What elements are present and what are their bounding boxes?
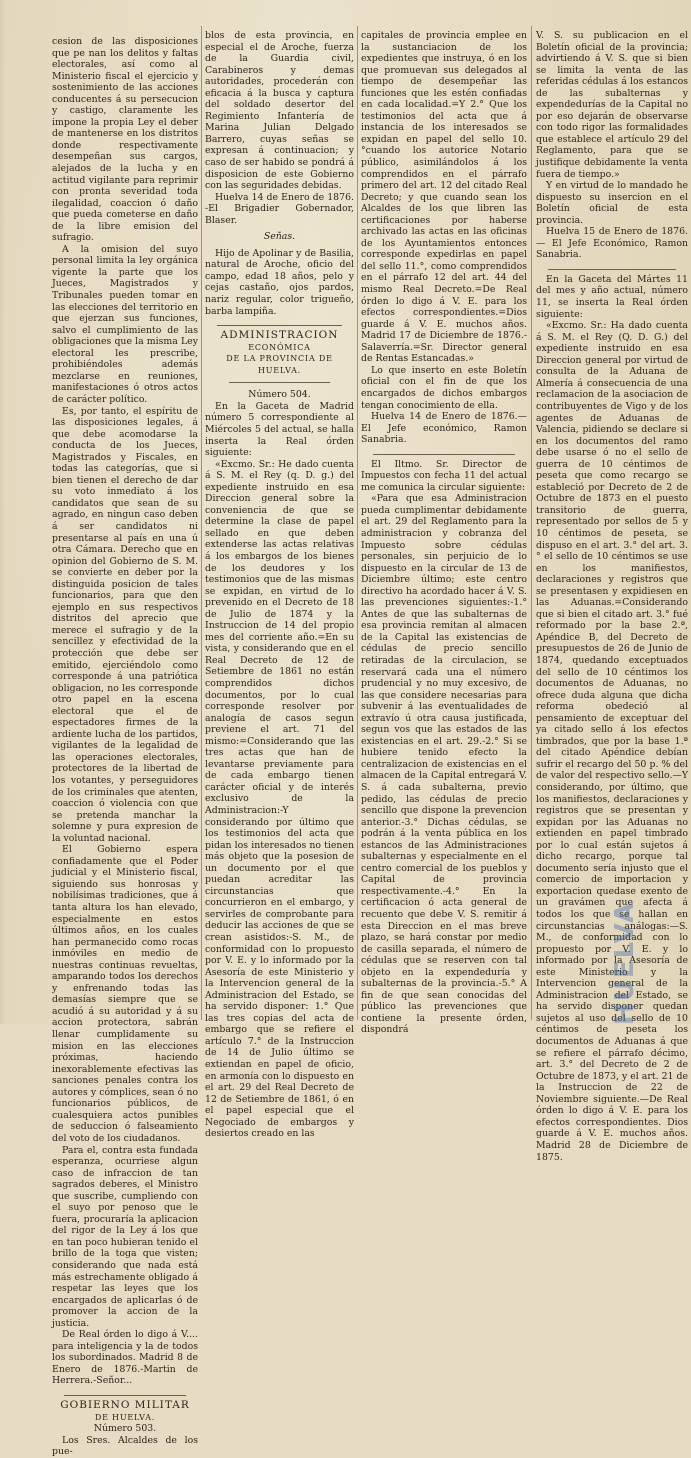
paragraph: En la Gaceta del Mártes 11 del mes y año actual, número 11, se inserta la Real órden siguiente: (536, 273, 688, 320)
paragraph: A la omision del suyo personal limita la ley orgánica vigente la parte que los Jueces, Magistrados y Tribunales pueden tomar en las elecciones del territorio en que ejerzan sus funciones, salvo el cumplimiento de las obligaciones que la misma Ley electoral les prescribe, prohibiéndoles además mezclarse en reuniones, manifestaciones ó otros actos de carácter político. (52, 243, 198, 405)
column-rule (531, 26, 532, 1020)
paragraph: En la Gaceta de Madrid número 5 correspondiente al Miércoles 5 del actual, se halla inserta la Real órden siguiente: (205, 400, 354, 459)
paragraph: El Iltmo. Sr. Director de Impuestos con fecha 11 del actual me comunica la circular siguiente: (361, 458, 527, 493)
notice-number: Número 504. (248, 389, 311, 401)
section-heading-gobierno-militar: GOBIERNO MILITAR (60, 1398, 190, 1411)
paragraph: El Gobierno espera confiadamente que el Poder judicial y el Ministerio fiscal, siguiendo sus honrosas y nobilísimas tradiciones, que á tanta altura los han elevado, especialmente en estos últimos años, en los cuales han permanecido como rocas inmóviles en medio de nuestras continuas revueltas, amparando todos los derechos y enfrenando todas las demasías siempre que se acudió á su autoridad y á su accion protectora, sabrán llenar cumplidamente su mision en las elecciones próximas, haciendo inexorablemente efectivas las sanciones penales contra los autores y cómplices, sean ó no funcionarios públicos, de cualesquiera actos punibles de seduccion ó falseamiento del voto de los ciudadanos. (52, 844, 198, 1144)
section-heading-administracion: ADMINISTRACION (220, 329, 339, 342)
section-divider (217, 325, 342, 326)
paragraph: De Real órden lo digo á V.... para inteligencia y la de todos los subordinados. Madrid 8 de Enero de 1876.-Martin de Herrera.-Señor... (52, 1329, 198, 1387)
column-rule (357, 26, 358, 1020)
dateline-signature: Huelva 14 de Enero de 1876.— El Jefe económico, Ramon Sanabria. (361, 411, 527, 446)
paragraph: «Excmo. Sr.: He dado cuenta á S. M. el Rey (q. D. g.) del expediente instruido en esa Direccion general sobre la conveniencia de que se determine la clase de papel sellado en que deben extenderse las actas relativas á los embargos de los bienes de los deudores y los testimonios que de las mismas se expidan, en virtud de lo prevenido en el Decreto de 18 de Julio de 1874 y la Instruccion de 14 del propio mes del corriente año.=En su vista, y considerando que en el Real Decreto de 12 de Setiembre de 1861 no están comprendidos dichos documentos, por lo cual corresponde resolver por analogía de casos segun previene el art. 71 del mismo:=Considerando que las tres actas que han de levantarse previamente para de cada embargo tienen carácter oficial y de interés exclusivo de la Administracion:-Y considerando por último que los testimonios del acta que pidan los interesados no tienen más objeto que la posesion de un documento por el que puedan acreditar las circunstancias que concurrieron en el embargo, y servirles de comprobante para deducir las acciones de que se crean asistidos:-S. M., de conformidad con lo propuesto por V. E. y lo informado por la Asesoría de este Ministerio y la Intervencion general de la Administracion del Estado, se ha servido disponer: 1.° Que las tres copias del acta de embargo que se refiere el artículo 7.° de la Instruccion de 14 de Julio último se extiendan en papel de oficio, en armonía con lo dispuesto en el art. 29 del Real Decreto de 12 de Setiembre de 1861, ó en el papel especial que el Negociado de embargos y desiertos creado en las (205, 458, 354, 1140)
section-divider (64, 1395, 186, 1396)
paragraph: cesion de las disposiciones que pe nan los delitos y faltas electorales, así como al Ministerio fiscal el ejercicio y sostenimiento de las acciones conducentes á su persecucion y castigo, claramente les impone la propia Ley el deber de mantenerse en los distritos donde respectivamente desempeñan sus cargos, alejados de la lucha y en actitud vigilante para reprimir con pronta severidad toda ilegalidad, coaccion ó daño que pueda cometerse en daño de la libre emision del sufragio. (52, 36, 198, 244)
section-subheading: DE LA PROVINCIA DE HUELVA. (226, 354, 333, 375)
column-rule (201, 26, 202, 1020)
dateline-signature: Huelva 14 de Enero de 1876. -El Brigadier Gobernador, Blaser. (205, 191, 354, 226)
column-2 (205, 30, 354, 1140)
paragraph: Para el, contra esta fundada esperanza, ocurriese algun caso de infraccion de tan sagrados deberes, el Ministro que suscribe, cumpliendo con el suyo por penoso que le fuera, procuraría la aplicacion del rigor de la Ley á los que en tan poco hubieran tenido el brillo de la toga que visten; considerando que nada está más estrechamente obligado á respetar las leyes que los encargados de aplicarlas ó de promover la accion de la justicia. (52, 1144, 198, 1329)
paragraph: Lo que inserto en este Boletín oficial con el fin de que los encargados de dichos embargos tengan conocimiento de ella. (361, 364, 527, 411)
paragraph: blos de esta provincia, en especial el de Aroche, fuerza de la Guardia civil, Carabineros y demas autoridades, procederán con eficacia á la busca y captura del soldado desertor del Regimiento Infantería de Marina Julian Delgado Barrero, cuyas señas se expresan á continuacion; y caso de ser habido se pondrá á disposicion de este Gobierno con las seguridades debidas. (205, 30, 354, 192)
paragraph: Los Sres. Alcaldes de los pue- (52, 1434, 198, 1458)
paragraph: «Para que esa Administracion pueda cumplimentar debidamente el art. 29 del Reglamento para la administracion y cobranza del Impuesto sobre cédulas personales, sin perjuicio de lo dispuesto en la circular de 13 de Diciembre último; este centro directivo ha acordado hacer á V. S. las prevenciones siguientes:-1.° Antes de que las subalternas de esa provincia remitan al almacen de la Capital las existencias de cédulas de precio sencillo retiradas de la circulacion, se reservará cada una el número prudencial y no muy excesivo, de las que considere necesarias para subvenir á las eventualidades de extravío ú otra causa justificada, segun vos que las estados de las existencias en el art. 29.-2.° Si se hubiere tenido efecto la centralizacion de existencias en el almacen de la Capital entregará V. S. á cada subalterna, previo pedido, las cédulas de precio sencillo que dispone la prevencion anterior.-3.° Dichas cédulas, se podrán á la venta pública en los estancos de las Administraciones subalternas y especialmente en el centro comercial de los pueblos y Capital de provincia respectivamente.-4.° En la certificacion ó acta general de recuento que debe V. S. remitir á esta Direccion en el mas breve plazo, se hará constar por medio de casilla separada, el número de cédulas que se reserven con tal objeto en la expendeduría y subalternas de la provincia.-5.° A fin de que sean conocidas del público las prevenciones que contiene la presente órden, dispondrá (361, 493, 527, 1036)
section-subheading: DE HUELVA. (94, 1412, 156, 1422)
dateline-signature: Huelva 15 de Enero de 1876.— El Jefe Económico, Ramon Sanabria. (536, 226, 688, 261)
paragraph: «Excmo. Sr.: Ha dado cuenta á S. M. el Rey (Q. D. G.) del expediente instruido en esa Direccion general por virtud de consulta de la Aduana de Almería á consecuencia de una reclamacion de la asociacion de contribuyentes de Vigo y de los agentes de Aduanas de Valencia, pidiendo se declare si en los documentos del ramo debe usarse ó no el sello de guerra de 10 céntimos de peseta que como recargo se estableció por Decreto de 2 de Octubre de 1873 en el puesto transitorio de guerra, representado por sellos de 5 y 10 céntimos de peseta, se dispuso en el art. 3.° del art. 3.° el sello de 10 céntimos se use en los manifiestos, declaraciones y registros que se presentasen y expidiesen en las Aduanas.=Considerando que si bien el citado art. 3.° fué reformado por la base 2.ª, Apéndice B, del Decreto de presupuestos de 26 de Junio de 1874, quedando exceptuados del sello de 10 céntimos los documentos de Aduanas, no ofrece duda alguna que dicha reforma obedeció al pensamiento de exceptuar del ya citado sello á los efectos timbrados, que por la base 1.ª del citado Apéndice debían sufrir el recargo del 50 p. % del de valor del respectivo sello.—Y considerando, por último, que los manifiestos, declaraciones y registros que se presentan y expidan por las Aduanas no extienden en papel timbrado por lo cual están sujetos á dicho recargo, porque tal documento sería injusto que el comercio de importacion y exportacion quedase exento de un gravámen que afecta á todos los que se hallan en circunstancias análogas:—S. M., de conformidad con lo propuesto por V. E. y lo informado por la Asesoría de este Ministerio y la Intervencion general de la Administracion del Estado, se ha servido disponer quedan sujetos al uso del sello de 10 céntimos de peseta los documentos de Aduanas á que se refiere el párrafo décimo, art. 3.° del Decreto de 2 de Octubre de 1873, y el art. 21 de la Instruccion de 22 de Noviembre siguiente.—De Real órden lo digo á V. E. para los efectos correspondientes. Dios guarde á V. E. muchos años. Madrid 28 de Diciembre de 1875. (536, 320, 688, 1163)
page-fold-shadow (0, 0, 6, 1024)
paragraph: Y en virtud de lo mandado he dispuesto su insercion en el Boletín oficial de esta provincia. (536, 180, 688, 226)
column-1 (52, 36, 198, 1458)
paragraph: capitales de provincia emplee en la sustanciacion de los expedientes que instruya, ó en los que promuevan sus delegados al tiempo de desempeñar las funciones que les estén confiadas en cada localidad.=Y 2.° Que los testimonios del acta que á instancia de los interesados se expidan en papel del sello 10.°cuando los autorice Notario público, asimilándolos á los comprendidos en el párrafo primero del art. 12 del citado Real Decreto; y que cuando sean los Alcaldes de los que libren las certificaciones por haberse archivado las actas en las oficinas de los Ayuntamientos entonces corresponde expedirlas en papel del sello 11.°, como comprendidos en el párrafo 12 del art. 44 del mismo Real Decreto.=De Real órden lo digo á V. E. para los efectos correspondientes.=Dios guarde á V. E. muchos años. Madrid 17 de Diciembre de 1876.-Salaverría.=Sr. Director general de Rentas Estancadas.» (361, 30, 527, 365)
ornament-divider (229, 382, 330, 383)
notice-number: Número 503. (93, 1423, 157, 1435)
paragraph: V. S. su publicacion en el Boletín oficial de la provincia; advirtiendo á V. S. que si bien se limita la venta de las referidas cédulas á los estancos de las subalternas y expendedurías de la Capital no por eso dejarán de observarse con todo rigor las formalidades que establece el artículo 29 del Reglamento, para que se justifique debidamente la venta fuera de tiempo.» (536, 30, 688, 180)
section-divider (548, 269, 676, 270)
column-3 (361, 30, 527, 1036)
section-divider (373, 454, 515, 455)
paragraph: Hijo de Apolinar y de Basilia, natural de Aroche, oficio del campo, edad 18 años, pelo y cejas castaño, ojos pardos, nariz regular, color trigueño, barba lampiña. (205, 247, 354, 317)
section-subheading: ECONÓMICA (248, 342, 311, 352)
paragraph: Es, por tanto, el espíritu de las disposiciones legales, á que debe acomodarse la conducta de los Jueces, Magistrados y Fiscales, en todas las categorías, que si bien tienen el derecho de dar su voto inmediato á los candidatos que sean de su agrado, en ningun caso deben á ser candidatos ni presentarse al país en una ú otra Cámara. Derecho que en opinion del Gobierno de S. M. se convierte en deber por la distinguida posicion de tales funcionarios, para que den ejemplo en sus respectivos distritos del aprecio que merece el sufragio y de la sencillez y efectividad de la protección que debe ser emitido, ejerciéndolo como corresponde á una patriótica obligacion, no les corresponde otro papel en la escena electoral que el de espectadores firmes de la ardiente lucha de los partidos, vigilantes de la legalidad de las operaciones electorales, protectores de la libertad de los votantes, y perseguidores de los criminales que atenten, coaccion ó violencia con que se pretenda manchar la solemne y pura expresion de la voluntad nacional. (52, 405, 198, 844)
huelva-watermark: HUELVA (610, 900, 640, 1025)
senas-heading: Señas. (263, 231, 296, 243)
